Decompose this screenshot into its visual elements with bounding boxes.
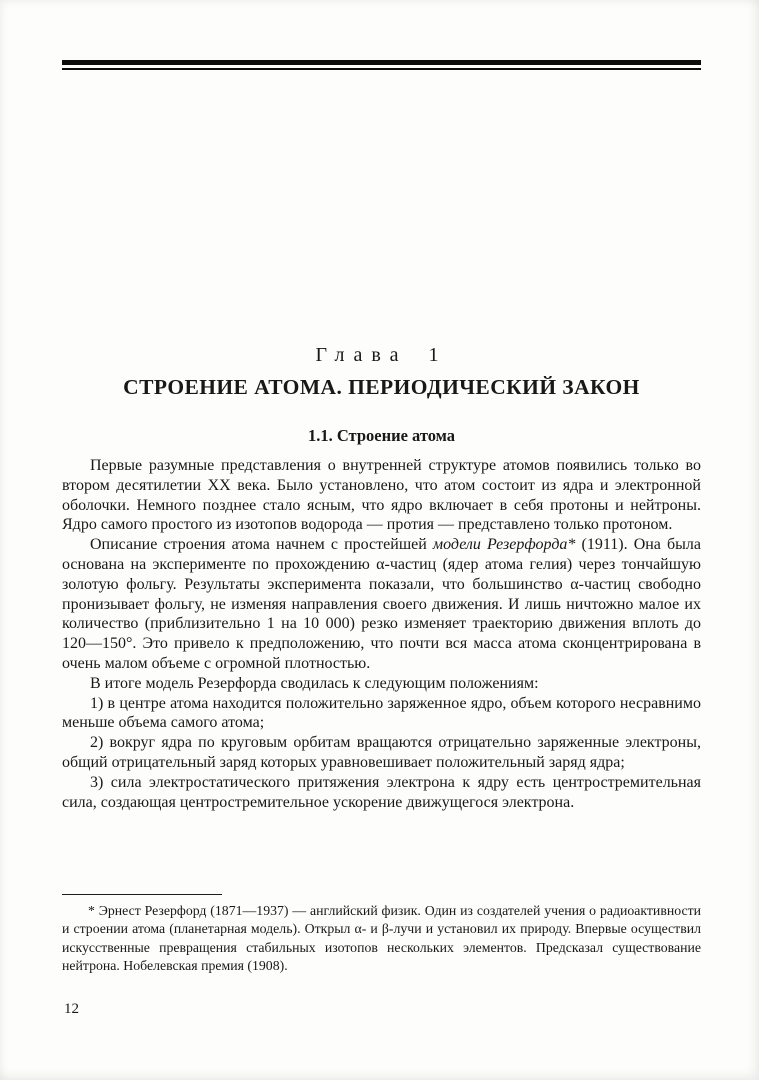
chapter-heading-block [62,344,701,446]
paragraph-2-text-start: Описание строения атома начнем с простейшей [90,536,433,554]
footnote-separator-rule [62,894,222,895]
paragraph-2 [62,535,701,674]
header-rule-thin [62,68,701,70]
paragraph-1-text: Первые разумные представления о внутренней структуре атомов появились только во втором десятилетии XX века. Было установлено, что атом состоит из ядра и электронной оболочки. Немного позднее стало ясным, что ядро включает в себя протоны и нейтроны. Ядро самого простого из изотопов водорода — протия — представлено только протоном. [62,457,701,534]
paragraph-1 [62,456,701,535]
paragraph-2-text-end: (1911). Она была основана на эксперименте по прохождению α-частиц (ядер атома гелия) через тончайшую золотую фольгу. Результаты эксперимента показали, что большинство α-частиц свободно пронизывает фольгу, не изменяя направления своего движения. И лишь ничтожно малое их количество (приблизительно 1 на 10 000) резко изменяет траекторию движения вплоть до 120—150°. Это привело к предположению, что почти вся масса атома сконцентрирована в очень малом объеме с огромной плотностью. [62,536,701,672]
paragraph-5-text: 2) вокруг ядра по круговым орбитам вращаются отрицательно заряженные электроны, общий отрицательный заряд которых уравновешивает положительный заряд ядра; [62,734,701,771]
body-text [62,456,701,812]
footnote-block [62,894,701,976]
header-rule-thick [62,60,701,65]
paragraph-2-italic-term: модели Резерфорда* [432,536,576,554]
section-title: 1.1. Строение атома [307,426,456,445]
paragraph-4-list-item-1 [62,694,701,734]
paragraph-3-text: В итоге модель Резерфорда сводилась к следующим положениям: [90,674,539,692]
paragraph-5-list-item-2 [62,733,701,773]
chapter-label: Глава 1 [315,344,448,366]
page-number: 12 [64,1001,79,1017]
paragraph-6-list-item-3 [62,773,701,813]
paragraph-6-text: 3) сила электростатического притяжения электрона к ядру есть центростремительная сила, создающая центростремительное ускорение движущегося электрона. [62,773,701,811]
paragraph-4-text: 1) в центре атома находится положительно заряженное ядро, объем которого несравнимо меньше объема самого атома; [62,694,701,732]
paragraph-3 [62,674,701,694]
header-double-rule [62,60,701,70]
chapter-title: СТРОЕНИЕ АТОМА. ПЕРИОДИЧЕСКИЙ ЗАКОН [123,375,640,399]
footnote-text: * Эрнест Резерфорд (1871—1937) — английский физик. Один из создателей учения о радиоактивности и строении атома (планетарная модель). Открыл α- и β-лучи и установил их природу. Впервые осуществил искусственные превращения стабильных изотопов нескольких элементов. Предсказал существование нейтрона. Нобелевская премия (1908). [62,903,701,974]
